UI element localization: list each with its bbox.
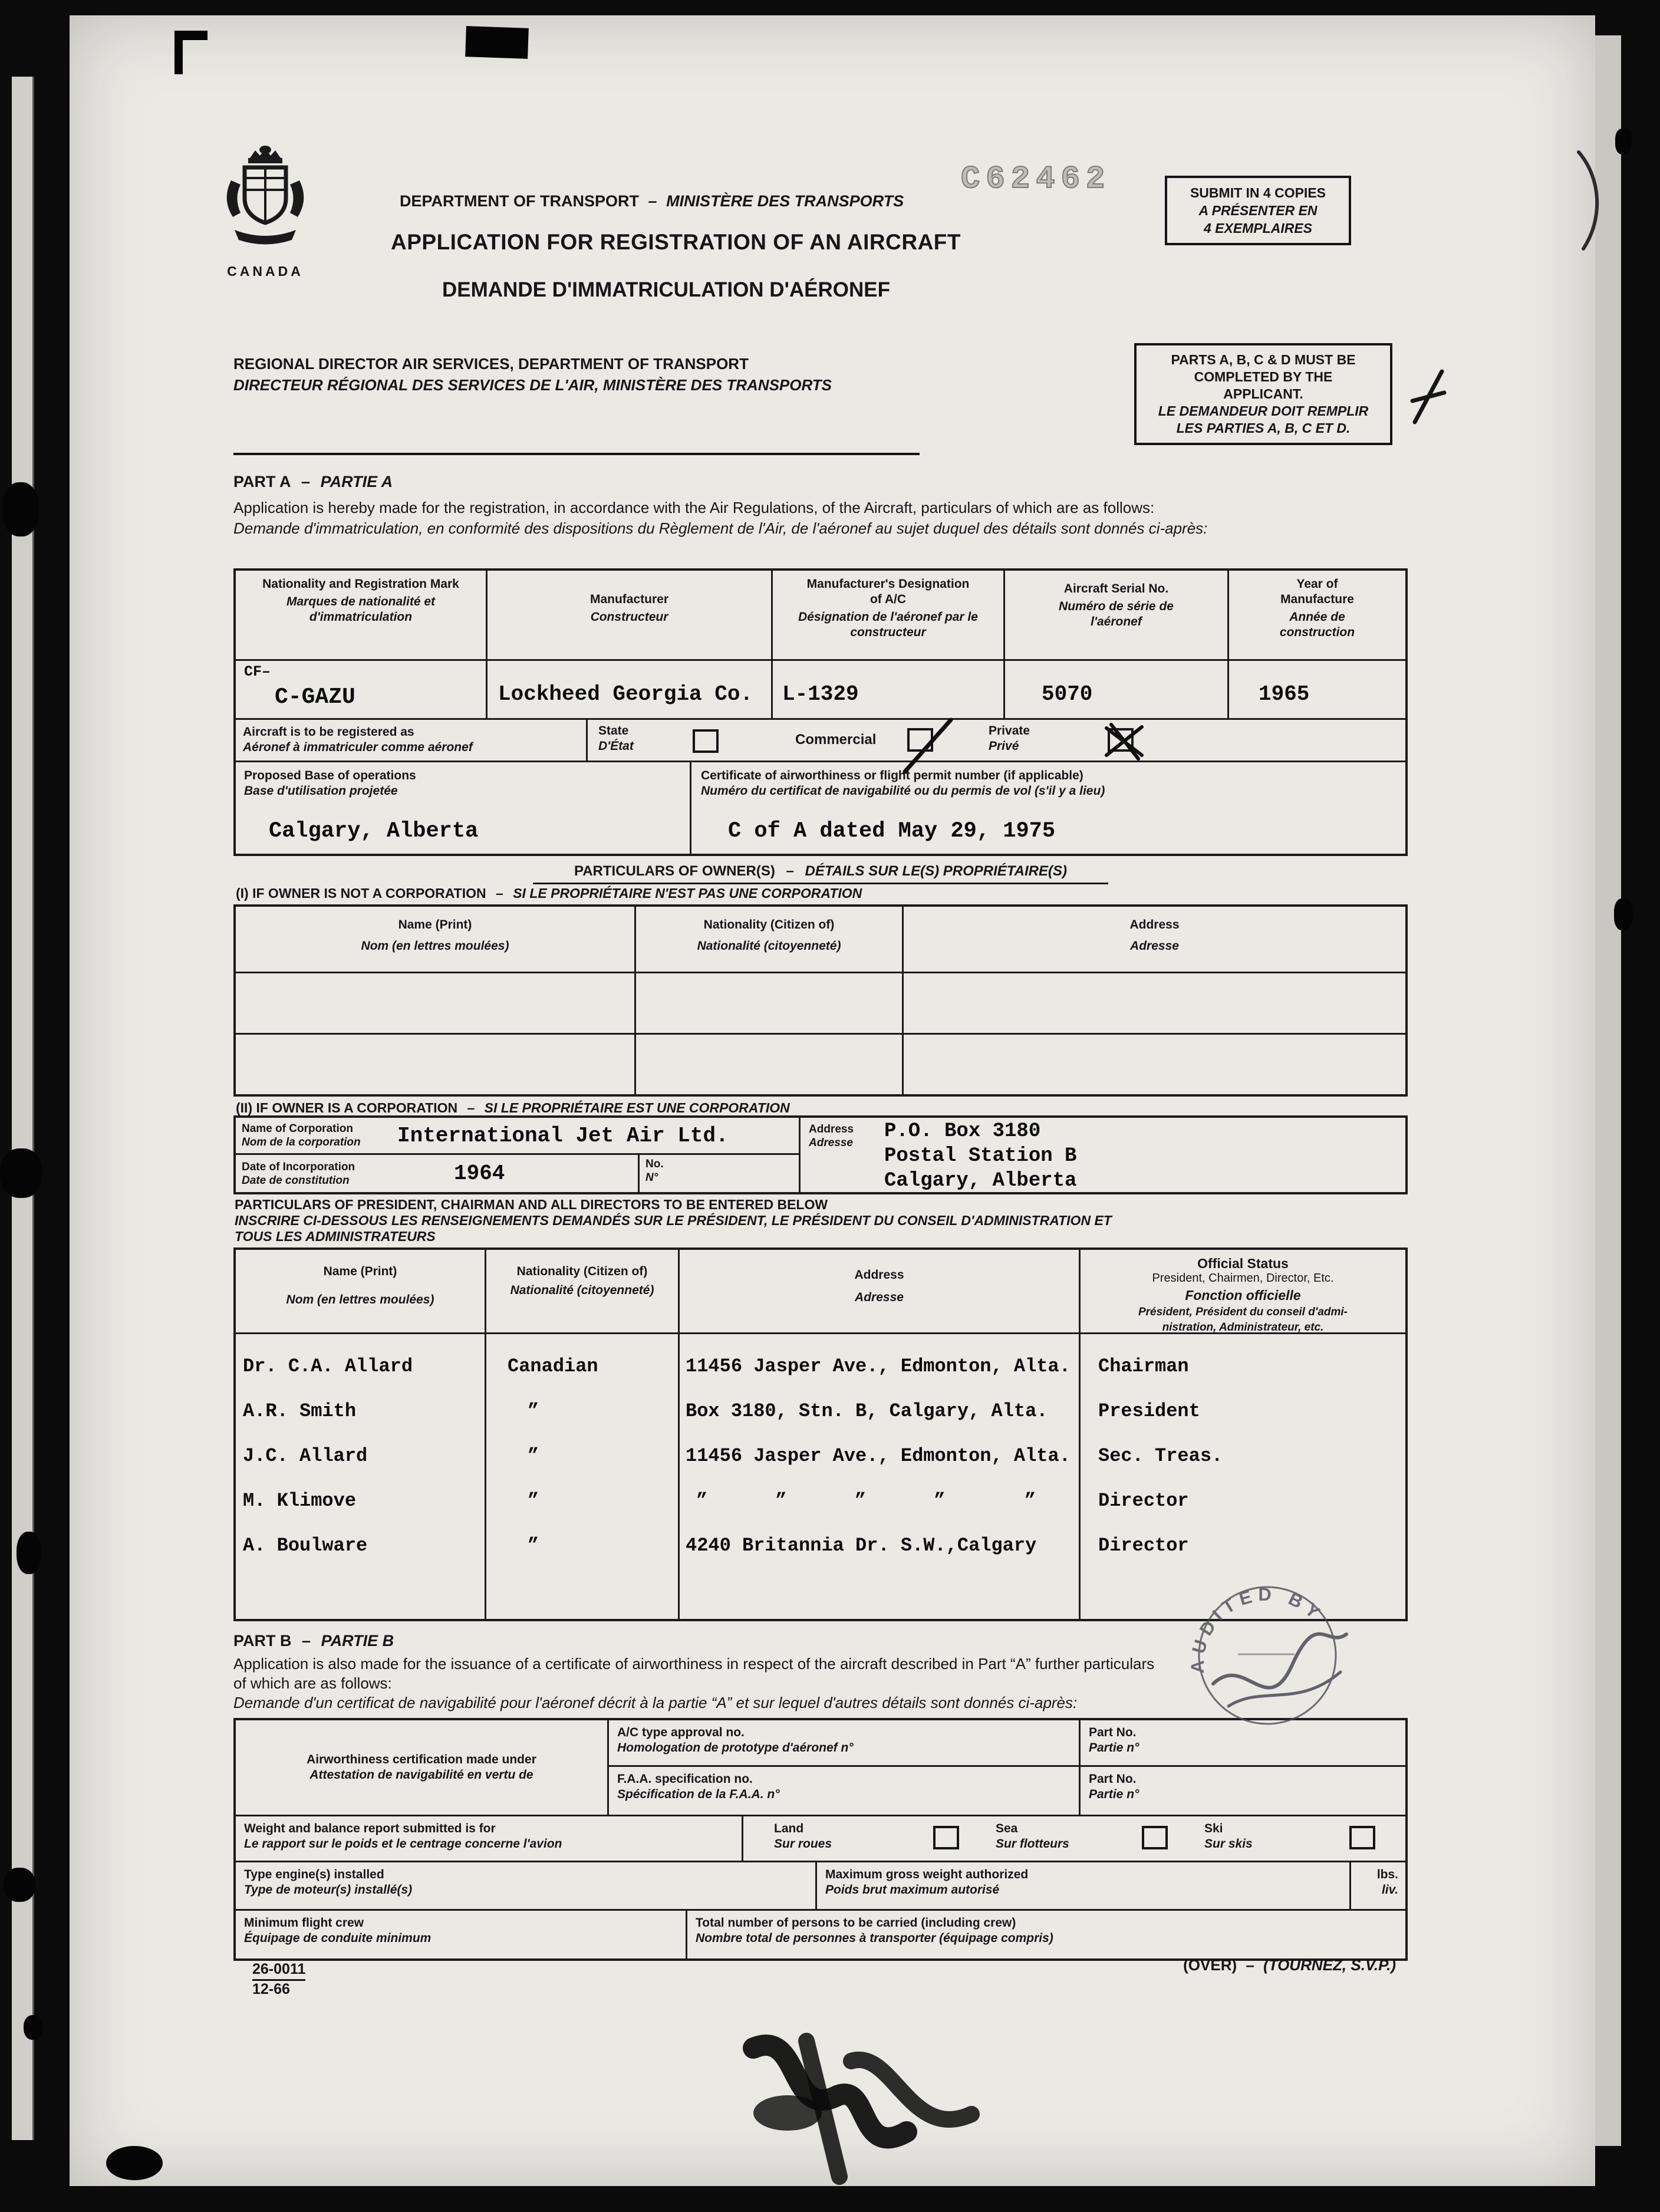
part-no-2-fr: Partie n° — [1089, 1788, 1139, 1801]
ink-smudge — [712, 2025, 1030, 2193]
col-serial — [1003, 571, 1227, 659]
crew-label-fr: Équipage de conduite minimum — [244, 1931, 432, 1945]
sea-option-label — [996, 1821, 1069, 1852]
is-corporation-subheading — [236, 1100, 790, 1116]
col-registration-mark-en: Nationality and Registration Mark — [262, 577, 459, 591]
col-manufacturer-fr: Constructeur — [590, 610, 668, 624]
airworthiness-cert-label — [236, 1720, 607, 1815]
col-manufacturer — [486, 571, 771, 659]
owners-heading-fr: DÉTAILS SUR LE(S) PROPRIÉTAIRE(S) — [805, 863, 1068, 879]
base-of-operations-row — [236, 761, 1405, 854]
certificate-cell — [690, 762, 1405, 854]
sea-checkbox[interactable] — [1142, 1826, 1168, 1849]
corp-name-label-fr: Nom de la corporation — [242, 1136, 361, 1148]
part-b-intro-en2: of which are as follows: — [233, 1674, 392, 1692]
ski-option-label — [1204, 1821, 1253, 1852]
directors-header-row — [236, 1250, 1405, 1332]
corp-no-label-fr: N° — [645, 1171, 658, 1184]
owner-col-name — [236, 907, 634, 972]
directors-col-nationality-fr: Nationalité (citoyenneté) — [510, 1283, 654, 1297]
faa-spec-cell — [609, 1767, 1079, 1815]
owner-col-nationality-en: Nationality (Citizen of) — [703, 918, 835, 931]
incorporation-row — [236, 1155, 799, 1192]
scan-edge-strip-left — [12, 77, 34, 2140]
ski-checkbox[interactable] — [1349, 1826, 1375, 1849]
certificate-label-fr: Numéro du certificat de navigabilité ou du permis de vol (s'il y a lieu) — [701, 784, 1105, 798]
submit-line-2: A PRÉSENTER EN — [1198, 203, 1318, 218]
land-checkbox[interactable] — [933, 1826, 959, 1849]
scan-blob — [1614, 898, 1633, 930]
part-b-heading-fr: PARTIE B — [321, 1632, 394, 1650]
over-note-fr: (TOURNEZ, S.V.P.) — [1263, 1956, 1396, 1974]
director-nationality: ” — [528, 1490, 539, 1512]
col-year-en: Year of Manufacture — [1280, 577, 1354, 606]
crew-label-en: Minimum flight crew — [244, 1916, 364, 1930]
serial-value: 5070 — [1042, 682, 1093, 706]
x-mark-icon — [1099, 721, 1149, 762]
registered-as-row — [236, 718, 1405, 761]
is-corp-dash: – — [467, 1100, 475, 1115]
part-a-intro — [233, 498, 1412, 539]
registered-as-label — [236, 720, 586, 761]
liv-label: liv. — [1381, 1883, 1398, 1897]
base-label-en: Proposed Base of operations — [244, 769, 416, 782]
ski-label-en: Ski — [1204, 1822, 1223, 1835]
directors-col-status — [1079, 1250, 1405, 1332]
director-nationality: ” — [528, 1400, 539, 1422]
scan-blob — [4, 1868, 35, 1902]
state-checkbox[interactable] — [693, 729, 719, 753]
lbs-cell — [1349, 1862, 1405, 1909]
corp-no-label-en: No. — [645, 1158, 664, 1170]
owner-col-address-en: Address — [1129, 918, 1180, 931]
directors-col-nationality — [485, 1250, 678, 1332]
aircraft-table-value-row — [236, 659, 1405, 718]
directors-col-nationality-en: Nationality (Citizen of) — [516, 1265, 648, 1278]
parts-abcd-note-box — [1134, 343, 1392, 445]
corporation-no-cell — [638, 1155, 799, 1192]
registered-as-options — [586, 720, 1405, 761]
gross-weight-en: Maximum gross weight authorized — [825, 1868, 1029, 1881]
corporation-name-row — [236, 1118, 799, 1155]
engines-label-fr: Type de moteur(s) installé(s) — [244, 1883, 413, 1897]
directors-table — [233, 1247, 1408, 1621]
owner-col-nationality-fr: Nationalité (citoyenneté) — [697, 939, 841, 953]
designation-cell — [771, 661, 1003, 718]
part-a-intro-fr: Demande d'immatriculation, en conformité des dispositions du Règlement de l'Air, de l'aéronef au sujet duquel des détails sont donnés ci-après: — [233, 519, 1208, 537]
separator-dash: – — [648, 192, 657, 210]
president-note-fr2: TOUS LES ADMINISTRATEURS — [235, 1229, 436, 1244]
parts-note-4: LE DEMANDEUR DOIT REMPLIR — [1158, 403, 1369, 419]
col-manufacturer-en: Manufacturer — [589, 592, 669, 606]
registered-as-label-fr: Aéronef à immatriculer comme aéronef — [243, 740, 473, 754]
part-b-heading-en: PART B — [233, 1632, 292, 1650]
director-address: 4240 Britannia Dr. S.W.,Calgary — [686, 1535, 1037, 1556]
file-stamp-number: C62462 — [961, 162, 1111, 198]
submit-line-1: SUBMIT IN 4 COPIES — [1190, 185, 1326, 200]
lbs-label: lbs. — [1376, 1868, 1398, 1881]
owners-heading-en: PARTICULARS OF OWNER(S) — [574, 863, 775, 879]
scan-blob — [106, 2146, 163, 2180]
engines-row — [236, 1861, 1405, 1909]
directors-col-name-fr: Nom (en lettres moulées) — [286, 1293, 434, 1306]
gross-weight-fr: Poids brut maximum autorisé — [825, 1883, 1000, 1897]
col-registration-mark-fr: Marques de nationalité et d'immatriculation — [286, 595, 436, 624]
manufacturer-value: Lockheed Georgia Co. — [498, 682, 753, 706]
director-nationality: ” — [528, 1535, 539, 1556]
director-nationality: Canadian — [508, 1355, 598, 1377]
director-status: Director — [1098, 1490, 1189, 1512]
col-year — [1227, 571, 1405, 659]
weight-label-en: Weight and balance report submitted is for — [244, 1822, 496, 1835]
year-cell — [1227, 661, 1405, 718]
persons-label-fr: Nombre total de personnes à transporter (équipage compris) — [696, 1931, 1053, 1945]
individual-owner-empty-row — [236, 1033, 1405, 1094]
corp-name-label-en: Name of Corporation — [242, 1123, 353, 1135]
part-b-intro-fr: Demande d'un certificat de navigabilité pour l'aéronef décrit à la partie “A” et sur lequel d'autres détails sont donnés ci-après: — [233, 1694, 1078, 1711]
corp-address-line-2: Postal Station B — [884, 1145, 1077, 1167]
president-particulars-note — [235, 1197, 1409, 1245]
scan-blob — [0, 1148, 42, 1198]
aircraft-particulars-table — [233, 568, 1408, 856]
col-designation-en: Manufacturer's Designation of A/C — [806, 577, 970, 606]
private-label-fr: Privé — [989, 739, 1019, 753]
form-title-fr: DEMANDE D'IMMATRICULATION D'AÉRONEF — [442, 278, 891, 301]
form-number: 26-0011 — [252, 1961, 305, 1981]
owners-heading-dash: – — [786, 863, 794, 879]
flight-crew-row — [236, 1909, 1405, 1958]
director-address: 11456 Jasper Ave., Edmonton, Alta. — [686, 1445, 1071, 1467]
faa-spec-fr: Spécification de la F.A.A. n° — [617, 1788, 780, 1801]
serial-cell — [1003, 661, 1227, 718]
owner-col-nationality — [634, 907, 902, 972]
col-year-fr: Année de construction — [1279, 610, 1355, 639]
land-option-label — [774, 1821, 832, 1852]
individual-owner-table — [233, 904, 1408, 1097]
director-address: Box 3180, Stn. B, Calgary, Alta. — [686, 1400, 1048, 1422]
col-designation-fr: Désignation de l'aéronef par le constructeur — [798, 610, 978, 639]
faa-spec-en: F.A.A. specification no. — [617, 1772, 753, 1786]
canada-label: CANADA — [227, 264, 304, 279]
director-name: A. Boulware — [243, 1535, 368, 1556]
sea-label-fr: Sur flotteurs — [996, 1837, 1069, 1851]
certificate-value: C of A dated May 29, 1975 — [728, 819, 1056, 844]
canada-coat-of-arms — [212, 144, 318, 279]
weight-balance-label — [236, 1816, 742, 1861]
department-line — [400, 192, 904, 210]
form-title-en: APPLICATION FOR REGISTRATION OF AN AIRCRAFT — [391, 230, 961, 254]
status-line-5: nistration, Administrateur, etc. — [1162, 1321, 1324, 1334]
directors-col-address-en: Address — [854, 1268, 904, 1282]
scan-artifact-corner-mark — [174, 31, 208, 74]
owner-col-name-fr: Nom (en lettres moulées) — [361, 939, 509, 953]
director-address: 11456 Jasper Ave., Edmonton, Alta. — [686, 1355, 1071, 1377]
registered-as-label-en: Aircraft is to be registered as — [243, 725, 414, 739]
regional-director-fr: DIRECTEUR RÉGIONAL DES SERVICES DE L'AIR, MINISTÈRE DES TRANSPORTS — [233, 376, 832, 394]
part-no-2-en: Part No. — [1089, 1772, 1137, 1786]
part-no-cell-2 — [1081, 1767, 1405, 1815]
department-fr: MINISTÈRE DES TRANSPORTS — [666, 192, 904, 210]
ski-label-fr: Sur skis — [1204, 1837, 1253, 1851]
director-name: A.R. Smith — [243, 1400, 357, 1422]
directors-col-name-en: Name (Print) — [323, 1265, 397, 1278]
scan-blob — [2, 482, 39, 536]
approval-column — [607, 1720, 1079, 1815]
type-approval-fr: Homologation de prototype d'aéronef n° — [617, 1741, 854, 1755]
audited-stamp-text: AUDITED BY — [1187, 1584, 1328, 1674]
coat-of-arms-icon — [218, 144, 312, 259]
designation-value: L-1329 — [782, 682, 859, 706]
regional-director-en: REGIONAL DIRECTOR AIR SERVICES, DEPARTMENT OF TRANSPORT — [233, 355, 749, 373]
state-label-en: State — [598, 724, 629, 738]
not-corporation-subheading — [236, 886, 862, 901]
owner-col-address — [902, 907, 1405, 972]
weight-label-fr: Le rapport sur le poids et le centrage concerne l'avion — [244, 1837, 562, 1851]
parts-note-5: LES PARTIES A, B, C ET D. — [1176, 420, 1351, 436]
land-label-en: Land — [774, 1822, 804, 1835]
audited-stamp — [1172, 1566, 1361, 1757]
director-status: President — [1098, 1400, 1200, 1422]
svg-text:AUDITED BY — [1187, 1584, 1328, 1674]
crew-label — [236, 1911, 686, 1958]
scan-blob — [17, 1532, 41, 1574]
base-label-fr: Base d'utilisation projetée — [244, 784, 398, 798]
directors-col-name — [236, 1250, 485, 1332]
director-status: Chairman — [1098, 1355, 1189, 1377]
date-incorporation-label-fr: Date de constitution — [242, 1174, 350, 1187]
form-revision-date: 12-66 — [252, 1981, 290, 1997]
owners-heading — [233, 863, 1408, 884]
submit-line-3: 4 EXEMPLAIRES — [1203, 220, 1313, 236]
directors-col-address-fr: Adresse — [855, 1291, 904, 1304]
director-name: M. Klimove — [243, 1490, 357, 1512]
over-note-en: (OVER) — [1183, 1956, 1237, 1974]
col-designation — [771, 571, 1003, 659]
year-value: 1965 — [1259, 682, 1310, 706]
part-no-1-fr: Partie n° — [1089, 1741, 1139, 1755]
corp-address-label-en: Address — [809, 1123, 854, 1135]
individual-owner-empty-row — [236, 972, 1405, 1033]
status-line-1: Official Status — [1197, 1256, 1289, 1271]
scan-edge-strip-right — [1595, 35, 1621, 2146]
department-en: DEPARTMENT OF TRANSPORT — [400, 192, 639, 210]
state-option-label — [598, 723, 634, 754]
land-label-fr: Sur roues — [774, 1837, 832, 1851]
director-address: ” ” ” ” ” — [696, 1490, 1036, 1512]
over-note-dash: – — [1246, 1956, 1254, 1974]
base-of-operations-cell — [236, 762, 690, 854]
private-label-en: Private — [989, 724, 1030, 738]
gross-weight-cell — [815, 1862, 1349, 1909]
type-approval-cell — [609, 1720, 1079, 1767]
audited-stamp-icon — [1172, 1566, 1361, 1755]
col-serial-en: Aircraft Serial No. — [1063, 582, 1169, 595]
part-no-1-en: Part No. — [1089, 1726, 1137, 1739]
individual-owner-header-row — [236, 907, 1405, 972]
part-a-heading — [233, 473, 393, 491]
registration-mark-value: C-GAZU — [275, 684, 355, 710]
part-b-heading-dash: – — [302, 1632, 311, 1650]
corp-name-value: International Jet Air Ltd. — [397, 1123, 729, 1148]
gear-options — [742, 1816, 1405, 1861]
part-b-heading — [233, 1632, 394, 1650]
parts-note-2: COMPLETED BY THE — [1194, 369, 1333, 384]
aircraft-table-header-row — [236, 571, 1405, 659]
persons-label-en: Total number of persons to be carried (including crew) — [696, 1916, 1016, 1930]
scan-blob — [1615, 129, 1632, 154]
director-name: J.C. Allard — [243, 1445, 368, 1467]
sea-label-en: Sea — [996, 1822, 1018, 1835]
date-incorporation-label-en: Date of Incorporation — [242, 1160, 355, 1173]
paper — [70, 15, 1595, 2186]
scan-artifact-bar — [465, 26, 529, 59]
director-nationality: ” — [528, 1445, 539, 1467]
part-a-heading-en: PART A — [233, 473, 291, 491]
registration-mark-cell — [236, 661, 486, 718]
director-status: Sec. Treas. — [1098, 1445, 1223, 1467]
corp-address-line-1: P.O. Box 3180 — [884, 1120, 1041, 1143]
corporation-address-cell — [799, 1118, 1405, 1192]
part-a-intro-en: Application is hereby made for the registration, in accordance with the Air Regulations, of the Aircraft, particulars of which are as follows: — [233, 499, 1155, 516]
not-corp-dash: – — [496, 886, 503, 901]
type-approval-en: A/C type approval no. — [617, 1726, 745, 1739]
president-note-en: PARTICULARS OF PRESIDENT, CHAIRMAN AND ALL DIRECTORS TO BE ENTERED BELOW — [235, 1197, 828, 1212]
president-note-fr1: INSCRIRE CI-DESSOUS LES RENSEIGNEMENTS DEMANDÉS SUR LE PRÉSIDENT, LE PRÉSIDENT DU CONSEIL D'ADMINISTRATION ET — [235, 1213, 1112, 1228]
owner-col-address-fr: Adresse — [1130, 939, 1179, 953]
corporation-left-column — [236, 1118, 799, 1192]
part-a-heading-dash: – — [301, 473, 311, 491]
parts-note-1: PARTS A, B, C & D MUST BE — [1171, 352, 1356, 367]
engines-label-en: Type engine(s) installed — [244, 1868, 384, 1881]
director-status: Director — [1098, 1535, 1189, 1556]
divider-rule — [233, 453, 920, 455]
cert-label-en: Airworthiness certification made under — [307, 1753, 536, 1766]
parts-note-3: APPLICANT. — [1223, 386, 1303, 401]
is-corp-fr: SI LE PROPRIÉTAIRE EST UNE CORPORATION — [484, 1100, 790, 1115]
cert-label-fr: Attestation de navigabilité en vertu de — [309, 1768, 533, 1782]
over-note — [233, 1956, 1408, 1974]
private-option-label — [989, 723, 1030, 754]
corp-address-label-fr: Adresse — [809, 1137, 853, 1149]
signature-stroke — [1213, 1634, 1346, 1688]
state-label-fr: D'État — [598, 739, 634, 753]
owner-col-name-en: Name (Print) — [398, 918, 472, 931]
engines-label — [236, 1862, 815, 1909]
directors-col-address — [678, 1250, 1079, 1332]
registration-prefix-value: CF– — [244, 663, 271, 680]
directors-nationality-column — [485, 1334, 678, 1619]
manufacturer-cell — [486, 661, 771, 718]
certificate-label-en: Certificate of airworthiness or flight permit number (if applicable) — [701, 769, 1083, 782]
col-serial-fr: Numéro de série de l'aéronef — [1059, 600, 1174, 628]
part-a-heading-fr: PARTIE A — [320, 473, 393, 491]
directors-address-column — [678, 1334, 1079, 1619]
base-value: Calgary, Alberta — [269, 819, 479, 844]
corporation-table — [233, 1115, 1408, 1194]
scan-blob — [24, 2015, 42, 2040]
pen-mark — [1408, 366, 1449, 430]
directors-names-column — [236, 1334, 485, 1619]
persons-cell — [686, 1911, 1405, 1958]
submit-in-4-copies-box — [1165, 176, 1351, 245]
director-name: Dr. C.A. Allard — [243, 1355, 413, 1377]
pen-mark — [1570, 147, 1612, 254]
commercial-option-label: Commercial — [795, 732, 877, 748]
weight-balance-row — [236, 1815, 1405, 1861]
part-b-intro-en1: Application is also made for the issuance of a certificate of airworthiness in respect of the aircraft described in Part “A” further particulars — [233, 1655, 1155, 1673]
not-corp-en: (I) IF OWNER IS NOT A CORPORATION — [236, 886, 486, 901]
not-corp-fr: SI LE PROPRIÉTAIRE N'EST PAS UNE CORPORATION — [513, 886, 862, 901]
date-incorporation-value: 1964 — [454, 1161, 505, 1186]
status-line-3: Fonction officielle — [1185, 1288, 1301, 1303]
status-line-4: Président, Président du conseil d'admi- — [1138, 1306, 1348, 1318]
col-registration-mark — [236, 571, 486, 659]
corp-address-line-3: Calgary, Alberta — [884, 1170, 1077, 1192]
ink-smudge-icon — [712, 2025, 1030, 2190]
status-line-2: President, Chairmen, Director, Etc. — [1152, 1272, 1334, 1285]
is-corp-en: (II) IF OWNER IS A CORPORATION — [236, 1100, 458, 1115]
